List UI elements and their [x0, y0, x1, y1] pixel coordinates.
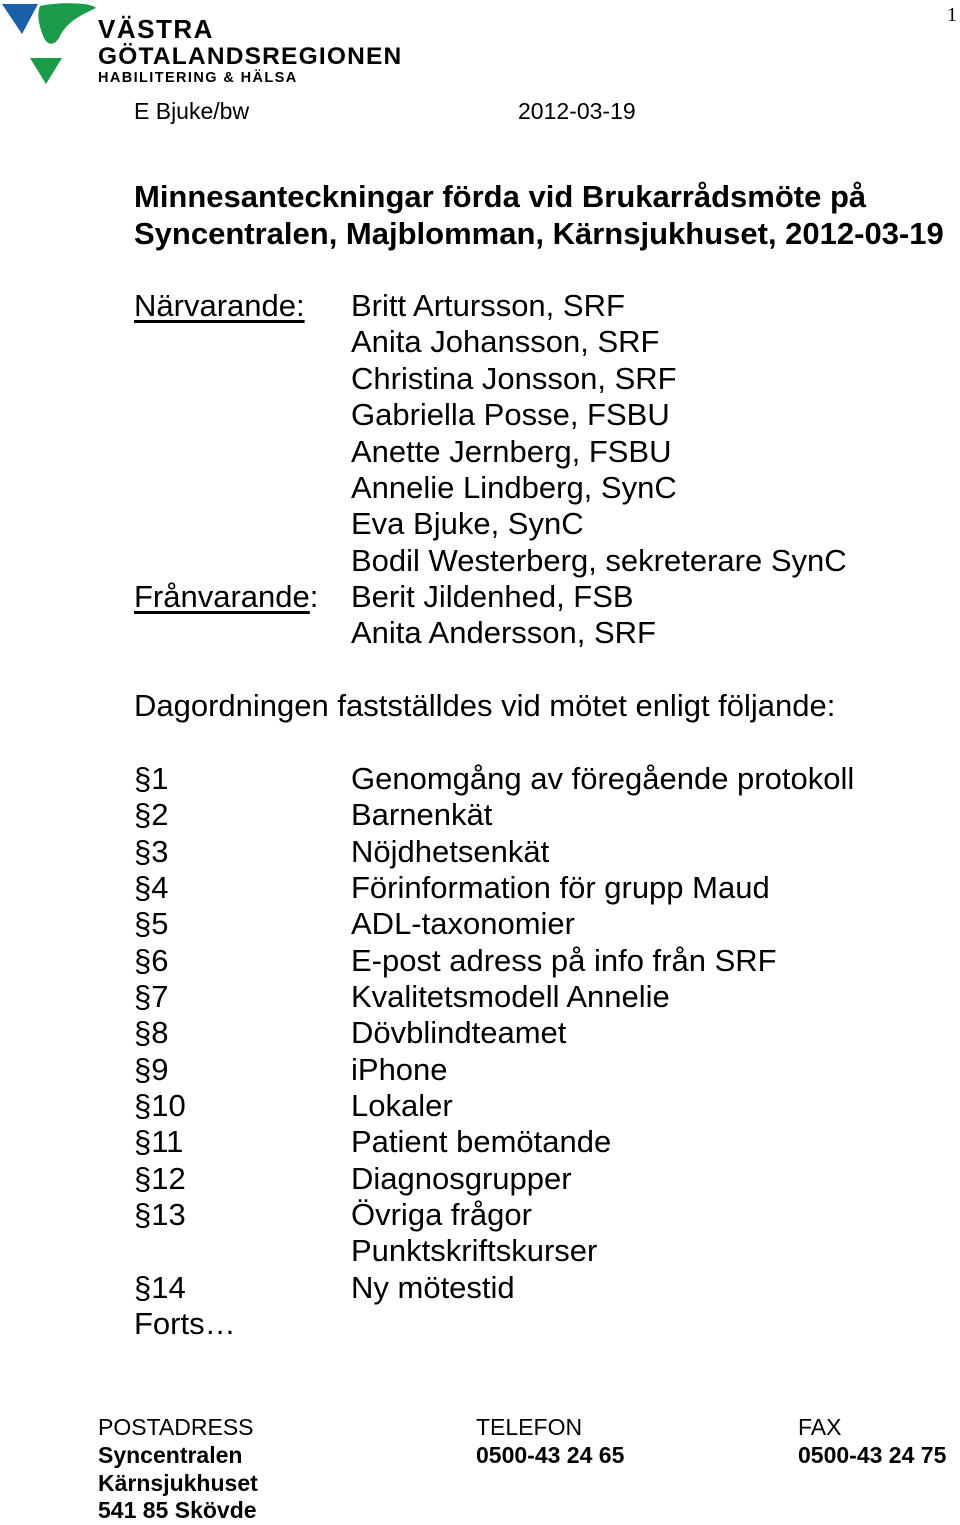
present-name: Annelie Lindberg, SynC: [351, 470, 677, 506]
agenda-texts: [351, 761, 854, 1306]
document-date: 2012-03-19: [518, 98, 636, 124]
footer-phone-heading: TELEFON: [476, 1414, 583, 1440]
continued-note: Forts…: [134, 1306, 236, 1341]
agenda-item-number: §14: [134, 1269, 186, 1305]
agenda-item-text: Övriga frågor: [351, 1197, 532, 1233]
agenda-item-number: §11: [134, 1124, 184, 1160]
footer-postal-address: [98, 1442, 258, 1525]
agenda-item-number: §3: [134, 833, 169, 869]
agenda-item-text: Diagnosgrupper: [351, 1160, 572, 1196]
present-label: Närvarande:: [134, 288, 305, 323]
author-initials: E Bjuke/bw: [134, 98, 250, 124]
present-name: Christina Jonsson, SRF: [351, 360, 677, 396]
footer-postal-heading: POSTADRESS: [98, 1414, 254, 1440]
agenda-item-text: Punktskriftskurser: [351, 1233, 598, 1269]
present-name: Britt Artursson, SRF: [351, 288, 625, 323]
logo-green-triangle: [30, 58, 62, 84]
present-name: Anette Jernberg, FSBU: [351, 433, 672, 469]
logo-line-1: VÄSTRA: [98, 14, 214, 44]
agenda-numbers: [134, 761, 186, 1306]
agenda-intro: Dagordningen fastställdes vid mötet enligt följande:: [134, 688, 836, 723]
document-title: Minnesanteckningar förda vid Brukarrådsmöte på Syncentralen, Majblomman, Kärnsjukhuset, 2012-03-19: [134, 179, 944, 251]
agenda-item-number: §9: [134, 1051, 169, 1087]
agenda-item-number: §12: [134, 1160, 186, 1196]
vgr-logo-mark: [0, 0, 420, 90]
present-list: [351, 288, 847, 579]
agenda-item-number: §1: [134, 761, 169, 796]
present-name: Gabriella Posse, FSBU: [351, 397, 670, 433]
logo-line-3: HABILITERING & HÄLSA: [98, 70, 298, 86]
agenda-item-text: Patient bemötande: [351, 1124, 612, 1160]
absent-name: Berit Jildenhed, FSB: [351, 579, 634, 614]
agenda-item-text: E-post adress på info från SRF: [351, 942, 777, 978]
agenda-item-text: Förinformation för grupp Maud: [351, 870, 770, 906]
agenda-item-text: Nöjdhetsenkät: [351, 833, 550, 869]
agenda-item-text: Kvalitetsmodell Annelie: [351, 979, 670, 1015]
agenda-item-text: ADL-taxonomier: [351, 906, 575, 942]
logo-green-shape: [38, 3, 96, 44]
organization-logo: [0, 0, 420, 90]
agenda-item-text: Lokaler: [351, 1088, 453, 1124]
agenda-item-number: §5: [134, 906, 169, 942]
absent-label-group: [134, 579, 318, 615]
agenda-item-number: §4: [134, 870, 169, 906]
page-number: 1: [947, 4, 957, 26]
agenda-item-number: §7: [134, 979, 169, 1015]
agenda-item-text: Dövblindteamet: [351, 1015, 567, 1051]
footer-phone-number: 0500-43 24 65: [476, 1442, 625, 1468]
agenda-item-number: §6: [134, 942, 169, 978]
footer-postal-line: Syncentralen: [98, 1442, 243, 1468]
present-name: Anita Johansson, SRF: [351, 324, 660, 360]
agenda-item-number: §13: [134, 1197, 186, 1233]
absent-name: Anita Andersson, SRF: [351, 615, 656, 651]
absent-list: [351, 579, 656, 652]
agenda-item-text: iPhone: [351, 1051, 448, 1087]
present-name: Eva Bjuke, SynC: [351, 506, 584, 542]
agenda-item-number: [134, 1233, 186, 1269]
footer-fax-heading: FAX: [798, 1414, 842, 1440]
logo-blue-shape: [2, 4, 38, 34]
logo-line-2: GÖTALANDSREGIONEN: [98, 43, 403, 70]
footer-fax-number: 0500-43 24 75: [798, 1442, 947, 1468]
footer-postal-line: Kärnsjukhuset: [98, 1469, 258, 1496]
agenda-item-text: Ny mötestid: [351, 1269, 515, 1305]
agenda-item-text: Barnenkät: [351, 797, 493, 833]
agenda-item-number: §10: [134, 1088, 186, 1124]
footer-postal-line: 541 85 Skövde: [98, 1497, 257, 1523]
agenda-item-text: Genomgång av föregående protokoll: [351, 761, 855, 796]
agenda-item-number: §2: [134, 797, 169, 833]
absent-label: Frånvarande: [134, 579, 310, 614]
present-name: Bodil Westerberg, sekreterare SynC: [351, 542, 847, 578]
absent-label-colon: :: [309, 579, 319, 614]
agenda-item-number: §8: [134, 1015, 169, 1051]
